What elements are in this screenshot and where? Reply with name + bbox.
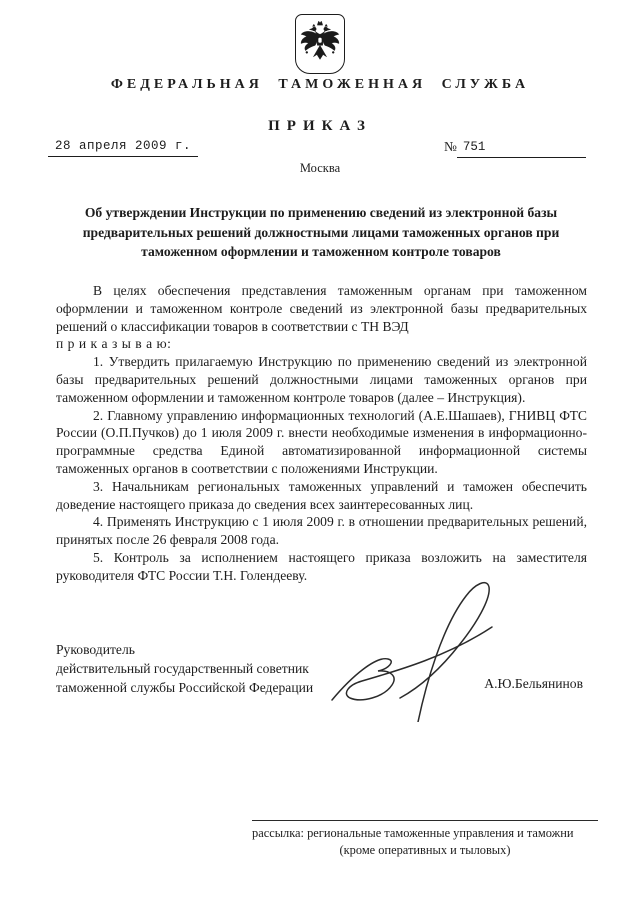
coat-of-arms-shield [295,14,345,74]
signer-post-line-1: Руководитель [56,642,135,657]
distribution-note [252,820,598,859]
order-item-3: 3. Начальникам региональных таможенных управлений и таможен обеспечить доведение настоящего приказа до сведения всех заинтересованных лиц. [56,478,587,512]
order-item-2: 2. Главному управлению информационных технологий (А.Е.Шашаев), ГНИВЦ ФТС России (О.П.Пучков) до 1 июля 2009 г. внести необходимые изменения в информационно-программные средства Единой автоматизированной информационной системы таможенных органов в соответствии с положениями Инструкции. [56,407,587,476]
city-label: Москва [299,161,341,175]
order-item-5: 5. Контроль за исполнением настоящего приказа возложить на заместителя руководителя ФТС России Т.Н. Голендееву. [56,549,587,583]
intro-paragraph: В целях обеспечения представления таможенным органам при таможенном оформлении и таможенном контроле сведений из электронной базы предварительных решений о классификации товаров в соответствии с ТН ВЭД [56,283,587,334]
document-title: Об утверждении Инструкции по применению сведений из электронной базы предварительных решений должностными лицами таможенных органов при таможенном оформлении и таможенном контроле товаров [82,205,560,260]
number-sign: № [444,139,457,154]
signature-block [56,640,587,697]
double-headed-eagle-icon [298,18,342,70]
signer-name: А.Ю.Бельянинов [484,676,583,691]
document-number-field [444,139,586,158]
signer-post-line-2: действительный государственный советник [56,661,309,676]
signer-post-line-3: таможенной службы Российской Федерации [56,680,314,695]
document-number: 751 [457,140,586,158]
document-body [56,282,587,585]
document-date: 28 апреля 2009 г. [48,139,198,157]
distribution-line-1: рассылка: региональные таможенные управления и таможни [252,826,574,840]
enacting-word: п р и к а з ы в а ю: [56,336,172,352]
document-type-heading: ПРИКАЗ [268,118,372,134]
organization-name: ФЕДЕРАЛЬНАЯ ТАМОЖЕННАЯ СЛУЖБА [110,77,530,92]
order-item-4: 4. Применять Инструкцию с 1 июля 2009 г. в отношении предварительных решений, принятых после 26 февраля 2008 года. [56,514,587,548]
order-item-1: 1. Утвердить прилагаемую Инструкцию по применению сведений из электронной базы предварительных решений должностными лицами таможенных органов при таможенном оформлении и таможенном контроле товаров (далее – Инструкция). [56,354,587,405]
distribution-line-2: (кроме оперативных и тыловых) [339,843,511,857]
